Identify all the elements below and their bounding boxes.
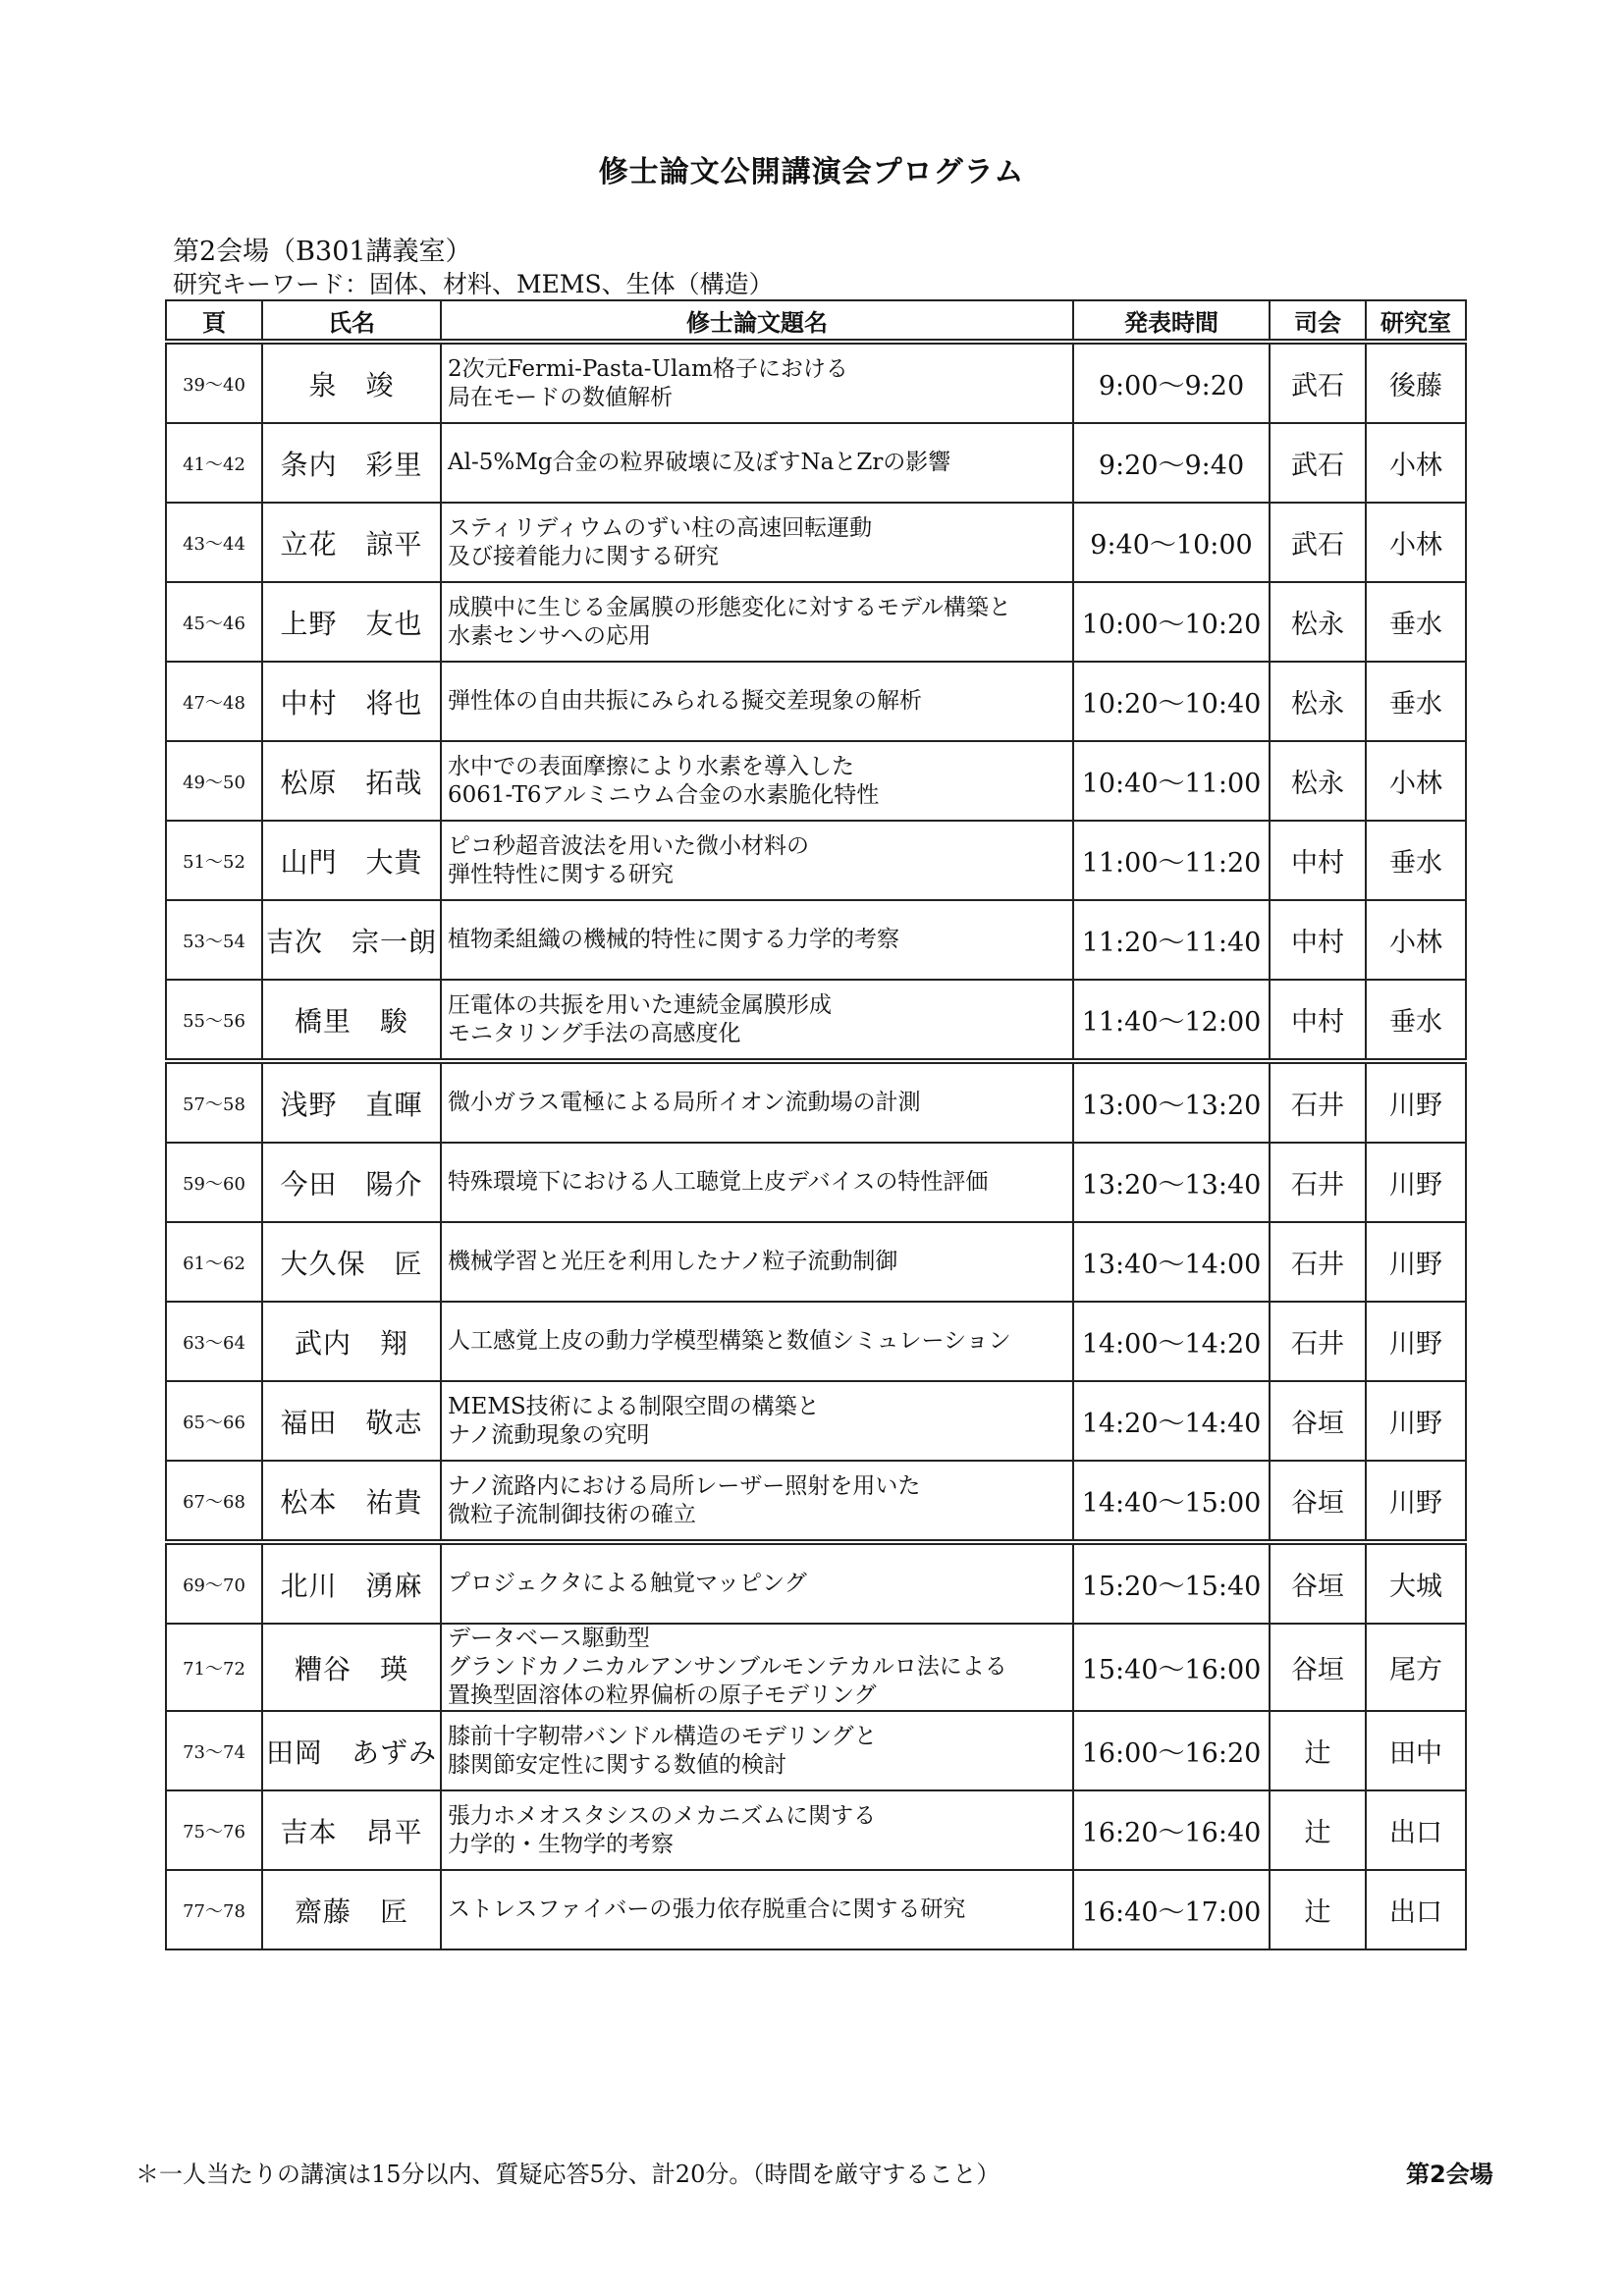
time-cell: 9:40～10:00 <box>1073 503 1270 582</box>
table-row <box>166 342 1466 423</box>
table-row <box>166 1222 1466 1302</box>
thesis-title-line: Al-5%Mg合金の粒界破壊に及ぼすNaとZrの影響 <box>448 450 951 475</box>
pages-cell: 49～50 <box>166 741 262 821</box>
lab-cell: 小林 <box>1366 423 1466 503</box>
chair-cell: 辻 <box>1270 1790 1366 1870</box>
table-row <box>166 1302 1466 1381</box>
lab-cell: 垂水 <box>1366 662 1466 741</box>
thesis-title-line: 局在モードの数値解析 <box>448 384 674 410</box>
pages-cell: 55～56 <box>166 980 262 1061</box>
chair-cell: 谷垣 <box>1270 1461 1366 1542</box>
time-cell: 9:20～9:40 <box>1073 423 1270 503</box>
time-cell: 16:00～16:20 <box>1073 1711 1270 1790</box>
table-row <box>166 662 1466 741</box>
venue-label: 第2会場（B301講義室） <box>173 237 472 267</box>
thesis-title-line: 弾性体の自由共振にみられる擬交差現象の解析 <box>448 688 922 714</box>
presenter-name-cell: 松本 祐貴 <box>262 1461 441 1542</box>
presenter-name-cell: 浅野 直暉 <box>262 1061 441 1143</box>
thesis-title-line: 張力ホメオスタシスのメカニズムに関する <box>448 1802 877 1829</box>
time-cell: 15:40～16:00 <box>1073 1624 1270 1711</box>
lab-cell: 川野 <box>1366 1222 1466 1302</box>
footnote: ＊一人当たりの講演は15分以内、質疑応答5分、計20分。（時間を厳守すること） <box>135 2161 1001 2188</box>
pages-cell: 53～54 <box>166 900 262 980</box>
time-cell: 16:20～16:40 <box>1073 1790 1270 1870</box>
thesis-title-cell <box>441 741 1073 821</box>
table-row <box>166 1870 1466 1949</box>
presenter-name-cell: 中村 将也 <box>262 662 441 741</box>
presenter-name-cell: 条内 彩里 <box>262 423 441 503</box>
chair-cell: 中村 <box>1270 980 1366 1061</box>
keywords-label: 研究キーワード：固体、材料、MEMS、生体（構造） <box>173 270 774 298</box>
presenter-name-cell: 糟谷 瑛 <box>262 1624 441 1711</box>
chair-cell: 谷垣 <box>1270 1624 1366 1711</box>
header-time: 発表時間 <box>1073 300 1270 342</box>
table-row <box>166 1711 1466 1790</box>
table-row <box>166 821 1466 900</box>
thesis-title-cell <box>441 1222 1073 1302</box>
pages-cell: 45～46 <box>166 582 262 662</box>
pages-cell: 61～62 <box>166 1222 262 1302</box>
header-lab: 研究室 <box>1366 300 1466 342</box>
thesis-title-cell <box>441 1381 1073 1461</box>
lab-cell: 垂水 <box>1366 980 1466 1061</box>
pages-cell: 63～64 <box>166 1302 262 1381</box>
table-row <box>166 1061 1466 1143</box>
table-row <box>166 741 1466 821</box>
time-cell: 11:40～12:00 <box>1073 980 1270 1061</box>
thesis-title-cell <box>441 1711 1073 1790</box>
time-cell: 14:00～14:20 <box>1073 1302 1270 1381</box>
time-cell: 13:20～13:40 <box>1073 1143 1270 1222</box>
lab-cell: 小林 <box>1366 741 1466 821</box>
thesis-title-line: 植物柔組織の機械的特性に関する力学的考察 <box>448 927 899 952</box>
chair-cell: 辻 <box>1270 1870 1366 1949</box>
thesis-title-line: 膝関節安定性に関する数値的検討 <box>448 1751 786 1778</box>
time-cell: 10:00～10:20 <box>1073 582 1270 662</box>
thesis-title-line: 圧電体の共振を用いた連続金属膜形成 <box>448 991 832 1018</box>
presenter-name-cell: 泉 竣 <box>262 342 441 423</box>
presenter-name-cell: 立花 諒平 <box>262 503 441 582</box>
table-row <box>166 1542 1466 1624</box>
presenter-name-cell: 吉本 昂平 <box>262 1790 441 1870</box>
header-pages: 頁 <box>166 300 262 342</box>
pages-cell: 65～66 <box>166 1381 262 1461</box>
pages-cell: 41～42 <box>166 423 262 503</box>
thesis-title-cell <box>441 1461 1073 1542</box>
chair-cell: 武石 <box>1270 503 1366 582</box>
thesis-title-line: ナノ流路内における局所レーザー照射を用いた <box>448 1472 921 1499</box>
chair-cell: 辻 <box>1270 1711 1366 1790</box>
pages-cell: 71～72 <box>166 1624 262 1711</box>
thesis-title-line: 成膜中に生じる金属膜の形態変化に対するモデル構築と <box>448 594 1011 620</box>
time-cell: 10:20～10:40 <box>1073 662 1270 741</box>
pages-cell: 57～58 <box>166 1061 262 1143</box>
pages-cell: 47～48 <box>166 662 262 741</box>
thesis-title-line: 人工感覚上皮の動力学模型構築と数値シミュレーション <box>448 1328 1011 1354</box>
table-row <box>166 1381 1466 1461</box>
pages-cell: 43～44 <box>166 503 262 582</box>
pages-cell: 77～78 <box>166 1870 262 1949</box>
chair-cell: 武石 <box>1270 423 1366 503</box>
thesis-title-cell <box>441 503 1073 582</box>
time-cell: 14:40～15:00 <box>1073 1461 1270 1542</box>
thesis-title-line: グランドカノニカルアンサンブルモンテカルロ法による <box>448 1654 1007 1680</box>
chair-cell: 松永 <box>1270 582 1366 662</box>
pages-cell: 51～52 <box>166 821 262 900</box>
thesis-title-line: 水中での表面摩擦により水素を導入した <box>448 753 854 779</box>
thesis-title-cell <box>441 342 1073 423</box>
table-header-row <box>166 300 1466 342</box>
thesis-title-cell <box>441 900 1073 980</box>
time-cell: 14:20～14:40 <box>1073 1381 1270 1461</box>
presenter-name-cell: 武内 翔 <box>262 1302 441 1381</box>
thesis-title-line: 弾性特性に関する研究 <box>448 861 674 887</box>
thesis-title-line: データベース駆動型 <box>448 1626 650 1651</box>
thesis-title-cell <box>441 1624 1073 1711</box>
presenter-name-cell: 大久保 匠 <box>262 1222 441 1302</box>
page-title: 修士論文公開講演会プログラム <box>598 155 1025 189</box>
thesis-title-cell <box>441 662 1073 741</box>
presenter-name-cell: 齋藤 匠 <box>262 1870 441 1949</box>
table-row <box>166 423 1466 503</box>
thesis-title-line: スティリディウムのずい柱の高速回転運動 <box>448 514 873 541</box>
header-name: 氏名 <box>262 300 441 342</box>
time-cell: 11:00～11:20 <box>1073 821 1270 900</box>
thesis-title-line: 膝前十字靭帯バンドル構造のモデリングと <box>448 1723 877 1749</box>
thesis-title-line: ピコ秒超音波法を用いた微小材料の <box>448 832 809 859</box>
chair-cell: 武石 <box>1270 342 1366 423</box>
table-row <box>166 900 1466 980</box>
pages-cell: 73～74 <box>166 1711 262 1790</box>
thesis-title-line: 機械学習と光圧を利用したナノ粒子流動制御 <box>448 1249 898 1274</box>
presenter-name-cell: 今田 陽介 <box>262 1143 441 1222</box>
program-table <box>165 299 1467 1950</box>
thesis-title-line: プロジェクタによる触覚マッピング <box>448 1571 807 1596</box>
time-cell: 16:40～17:00 <box>1073 1870 1270 1949</box>
lab-cell: 垂水 <box>1366 582 1466 662</box>
lab-cell: 川野 <box>1366 1461 1466 1542</box>
thesis-title-cell <box>441 980 1073 1061</box>
pages-cell: 67～68 <box>166 1461 262 1542</box>
chair-cell: 松永 <box>1270 662 1366 741</box>
thesis-title-line: 2次元Fermi-Pasta-Ulam格子における <box>448 355 848 382</box>
lab-cell: 後藤 <box>1366 342 1466 423</box>
pages-cell: 69～70 <box>166 1542 262 1624</box>
thesis-title-cell <box>441 1143 1073 1222</box>
lab-cell: 垂水 <box>1366 821 1466 900</box>
program-table-body <box>166 342 1466 1949</box>
header-chair: 司会 <box>1270 300 1366 342</box>
time-cell: 9:00～9:20 <box>1073 342 1270 423</box>
thesis-title-cell <box>441 1870 1073 1949</box>
chair-cell: 石井 <box>1270 1061 1366 1143</box>
presenter-name-cell: 田岡 あずみ <box>262 1711 441 1790</box>
thesis-title-line: 及び接着能力に関する研究 <box>448 543 719 569</box>
thesis-title-line: 6061-T6アルミニウム合金の水素脆化特性 <box>448 781 880 808</box>
lab-cell: 出口 <box>1366 1790 1466 1870</box>
thesis-title-line: 置換型固溶体の粒界偏析の原子モデリング <box>448 1682 877 1708</box>
lab-cell: 川野 <box>1366 1061 1466 1143</box>
lab-cell: 大城 <box>1366 1542 1466 1624</box>
table-row <box>166 1143 1466 1222</box>
table-row <box>166 1790 1466 1870</box>
lab-cell: 田中 <box>1366 1711 1466 1790</box>
time-cell: 13:00～13:20 <box>1073 1061 1270 1143</box>
lab-cell: 川野 <box>1366 1302 1466 1381</box>
pages-cell: 39～40 <box>166 342 262 423</box>
time-cell: 15:20～15:40 <box>1073 1542 1270 1624</box>
thesis-title-line: モニタリング手法の高感度化 <box>448 1020 741 1046</box>
thesis-title-line: 微粒子流制御技術の確立 <box>448 1501 696 1527</box>
thesis-title-line: 微小ガラス電極による局所イオン流動場の計測 <box>448 1090 921 1115</box>
thesis-title-line: MEMS技術による制限空間の構築と <box>448 1393 820 1419</box>
thesis-title-cell <box>441 582 1073 662</box>
table-row <box>166 980 1466 1061</box>
presenter-name-cell: 上野 友也 <box>262 582 441 662</box>
time-cell: 13:40～14:00 <box>1073 1222 1270 1302</box>
thesis-title-cell <box>441 423 1073 503</box>
lab-cell: 小林 <box>1366 503 1466 582</box>
presenter-name-cell: 松原 拓哉 <box>262 741 441 821</box>
thesis-title-line: 特殊環境下における人工聴覚上皮デバイスの特性評価 <box>448 1169 989 1195</box>
presenter-name-cell: 橋里 駿 <box>262 980 441 1061</box>
table-row <box>166 582 1466 662</box>
thesis-title-line: ストレスファイバーの張力依存脱重合に関する研究 <box>448 1896 966 1922</box>
chair-cell: 谷垣 <box>1270 1542 1366 1624</box>
table-row <box>166 1624 1466 1711</box>
header-thesis: 修士論文題名 <box>441 300 1073 342</box>
thesis-title-cell <box>441 1542 1073 1624</box>
lab-cell: 尾方 <box>1366 1624 1466 1711</box>
thesis-title-cell <box>441 1061 1073 1143</box>
presenter-name-cell: 福田 敬志 <box>262 1381 441 1461</box>
presenter-name-cell: 吉次 宗一朗 <box>262 900 441 980</box>
time-cell: 11:20～11:40 <box>1073 900 1270 980</box>
chair-cell: 石井 <box>1270 1302 1366 1381</box>
chair-cell: 石井 <box>1270 1222 1366 1302</box>
chair-cell: 谷垣 <box>1270 1381 1366 1461</box>
presenter-name-cell: 山門 大貴 <box>262 821 441 900</box>
thesis-title-cell <box>441 1302 1073 1381</box>
lab-cell: 川野 <box>1366 1381 1466 1461</box>
thesis-title-cell <box>441 821 1073 900</box>
time-cell: 10:40～11:00 <box>1073 741 1270 821</box>
chair-cell: 松永 <box>1270 741 1366 821</box>
thesis-title-line: 水素センサへの応用 <box>448 622 651 649</box>
table-row <box>166 1461 1466 1542</box>
thesis-title-line: 力学的・生物学的考察 <box>448 1831 674 1857</box>
footer-venue-label: 第2会場 <box>1406 2161 1493 2188</box>
pages-cell: 75～76 <box>166 1790 262 1870</box>
lab-cell: 出口 <box>1366 1870 1466 1949</box>
table-row <box>166 503 1466 582</box>
chair-cell: 中村 <box>1270 900 1366 980</box>
chair-cell: 中村 <box>1270 821 1366 900</box>
thesis-title-cell <box>441 1790 1073 1870</box>
lab-cell: 川野 <box>1366 1143 1466 1222</box>
presenter-name-cell: 北川 湧麻 <box>262 1542 441 1624</box>
pages-cell: 59～60 <box>166 1143 262 1222</box>
lab-cell: 小林 <box>1366 900 1466 980</box>
chair-cell: 石井 <box>1270 1143 1366 1222</box>
thesis-title-line: ナノ流動現象の究明 <box>448 1421 650 1448</box>
